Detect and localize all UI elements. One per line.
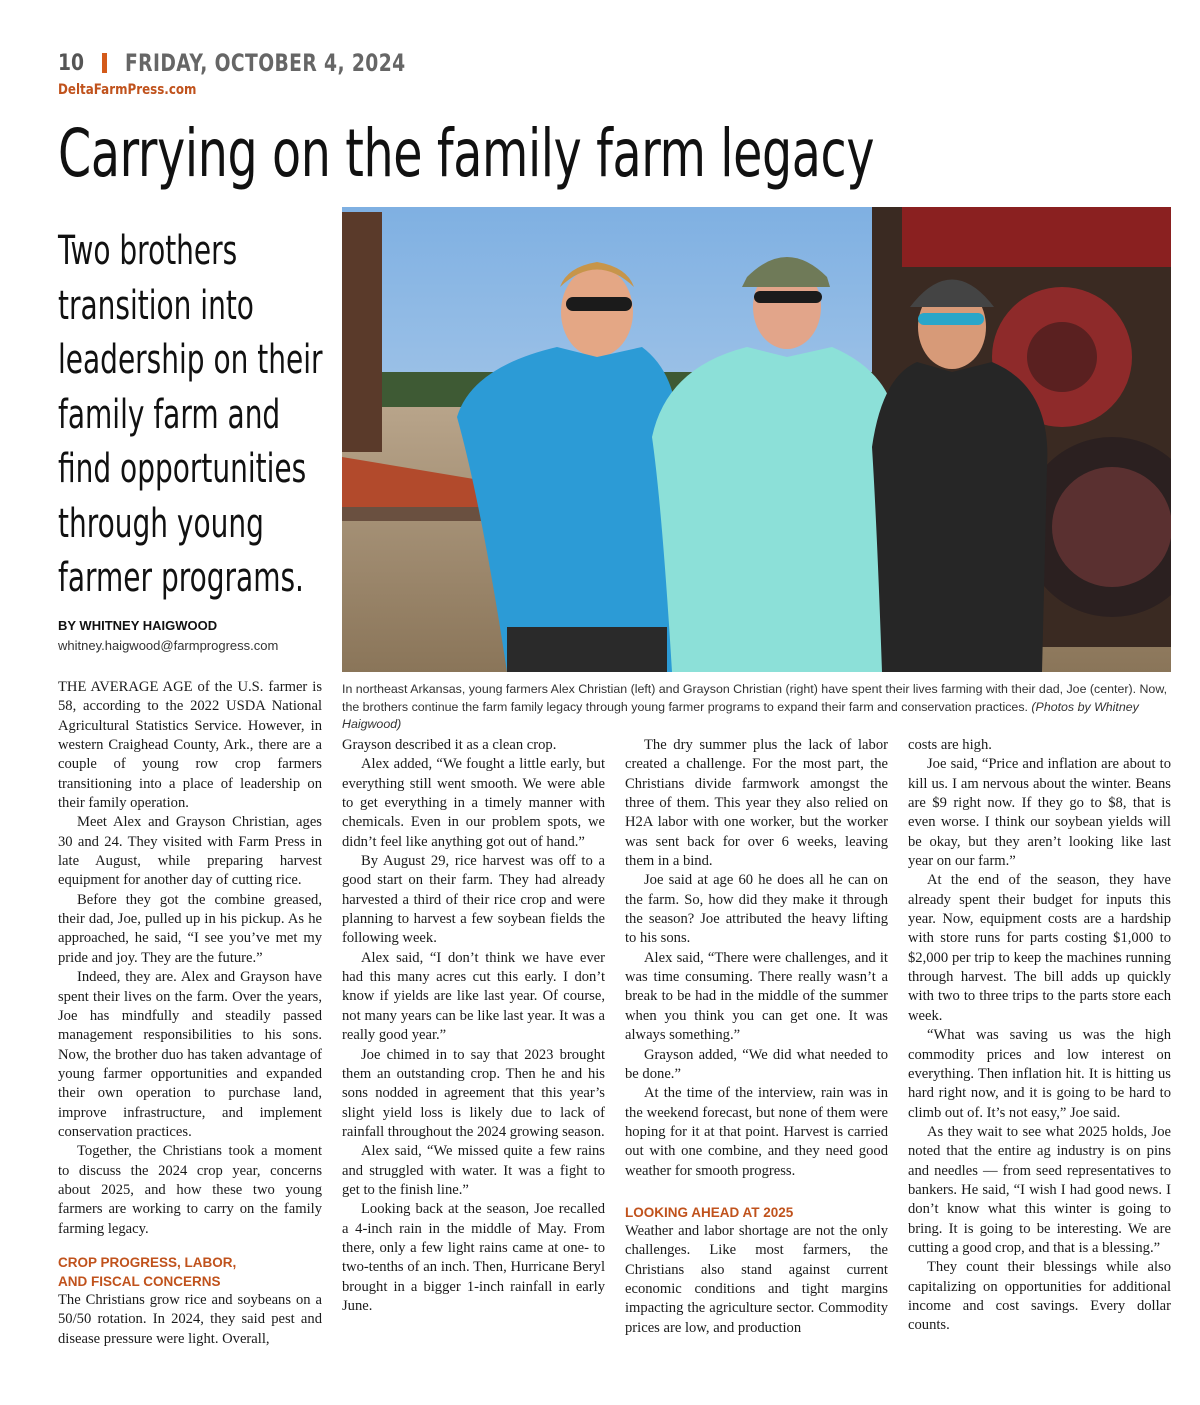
body-paragraph: Before they got the combine greased, their dad, Joe, pulled up in his pickup. As he approached, he said, “I see you’ve met my pride and joy. They are the future.” bbox=[58, 891, 322, 966]
subhead-line: AND FISCAL CONCERNS bbox=[58, 1273, 221, 1289]
article-photo bbox=[342, 207, 1171, 672]
article-column-2 bbox=[342, 736, 605, 1316]
body-paragraph: Joe said at age 60 he does all he can on the farm. So, how did they make it through the season? Joe attributed the heavy lifting to his sons. bbox=[625, 872, 888, 947]
body-paragraph: As they wait to see what 2025 holds, Joe noted that the entire ag industry is on pins and needles — from seed representatives to bankers. He said, “I wish I had good news. I don’t know what this winter is going to bring. It is going to be interesting. We are cutting a good crop, and that is a blessing.” bbox=[908, 1123, 1171, 1256]
body-paragraph: The dry summer plus the lack of labor created a challenge. For the most part, the Christians divide farmwork amongst the three of them. This year they also relied on H2A labor with one worker, but the worker was sent back for over 6 weeks, leaving them in a bind. bbox=[625, 737, 888, 870]
body-paragraph: “What was saving us was the high commodity prices and low interest on everything. Then inflation hit. It is hitting us hard right now, and it is going to be hard to climb out of. It’s not easy,” Joe said. bbox=[908, 1027, 1171, 1121]
article-column-3 bbox=[625, 736, 888, 1338]
article-headline: Carrying on the family farm legacy bbox=[58, 115, 875, 192]
page-number: 10 bbox=[58, 50, 85, 76]
body-paragraph: Looking back at the season, Joe recalled a 4-inch rain in the middle of May. From there, only a few light rains came at one- to two-tenths of an inch. Then, Hurricane Beryl brought in a bigger 1-inch rainfall in early June. bbox=[342, 1201, 605, 1314]
body-paragraph: Alex said, “I don’t think we have ever had this many acres cut this early. I don’t know if yields are like last year. Of course, not many years can be like last year. It was a really good year.” bbox=[342, 949, 605, 1044]
deck-line: Two brothers bbox=[58, 228, 238, 274]
body-paragraph: They count their blessings while also capitalizing on opportunities for additional income and cost savings. Every dollar counts. bbox=[908, 1259, 1171, 1334]
body-paragraph: Grayson described it as a clean crop. bbox=[342, 737, 557, 753]
article-column-4 bbox=[908, 736, 1171, 1336]
subhead bbox=[58, 1253, 322, 1291]
body-paragraph: The Christians grow rice and soybeans on a 50/50 rotation. In 2024, they said pest and disease pressure were light. Overall, bbox=[58, 1291, 322, 1347]
subhead: LOOKING AHEAD AT 2025 bbox=[625, 1204, 794, 1220]
photo-caption bbox=[342, 681, 1171, 734]
body-paragraph: Together, the Christians took a moment to discuss the 2024 crop year, concerns about 2025, and how these two young farmers are working to carry on the family farming legacy. bbox=[58, 1143, 322, 1237]
body-paragraph: Alex said, “There were challenges, and it was time consuming. There really wasn’t a break to be had in the middle of the summer when you think you can get one. It was always something.” bbox=[625, 949, 888, 1044]
article-column-1 bbox=[58, 678, 322, 1349]
body-paragraph: Alex added, “We fought a little early, but everything still went smooth. We were able to get everything in a timely manner with chemicals. Even in our problem spots, we didn’t feel like anything got out of hand.” bbox=[342, 756, 605, 850]
deck-line: transition into bbox=[58, 282, 254, 329]
body-paragraph: By August 29, rice harvest was off to a good start on their farm. They had already harvested a third of their rice crop and were planning to harvest a few soybean fields the following week. bbox=[342, 853, 605, 947]
deck-line: family farm and bbox=[58, 391, 281, 438]
article-deck bbox=[58, 224, 323, 606]
folio-divider bbox=[102, 53, 107, 73]
body-paragraph: Joe chimed in to say that 2023 brought them an outstanding crop. Then he and his sons nodded in agreement that this year’s slight yield loss is likely due to lack of rainfall throughout the 2024 growing season. bbox=[342, 1046, 605, 1140]
photo-credit: (Photos by Whitney Haigwood) bbox=[342, 699, 1139, 731]
author-email[interactable]: whitney.haigwood@farmprogress.com bbox=[58, 638, 279, 653]
caption-text: In northeast Arkansas, young farmers Alex Christian (left) and Grayson Christian (right) have spent their lives farming with their dad, Joe (center). Now, the brothers continue the farm family legacy through young farmer programs to expand their farm and conservation practices. bbox=[342, 682, 1168, 714]
body-paragraph: At the end of the season, they have already spent their budget for inputs this year. Now, equipment costs are a hardship with store runs for parts costing $1,000 to $2,000 per trip to keep the machines running through harvest. The bill adds up quickly with two to three trips to the parts store each week. bbox=[908, 872, 1171, 1024]
body-paragraph: Grayson added, “We did what needed to be done.” bbox=[625, 1046, 888, 1082]
body-paragraph: Alex said, “We missed quite a few rains and struggled with water. It was a fight to get to the finish line.” bbox=[342, 1143, 605, 1198]
body-paragraph: Joe said, “Price and inflation are about to kill us. I am nervous about the winter. Beans are $9 right now. If they go to $8, that is even worse. I think our soybean yields will be okay, but they aren’t looking like last year on our farm.” bbox=[908, 756, 1171, 870]
deck-line: find opportunities bbox=[58, 446, 307, 492]
page-folio bbox=[58, 48, 485, 78]
deck-line: through young bbox=[58, 500, 264, 547]
body-paragraph: Indeed, they are. Alex and Grayson have spent their lives on the farm. Over the years, Joe has mindfully and steadily passed management responsibilities to his sons. Now, the brother duo has taken advantage of young farmer opportunities and expanded their own operation to purchase land, improve infrastructure, and implement conservation practices. bbox=[58, 969, 322, 1140]
subhead-line: CROP PROGRESS, LABOR, bbox=[58, 1254, 237, 1270]
body-paragraph: costs are high. bbox=[908, 737, 992, 753]
body-paragraph: THE AVERAGE AGE of the U.S. farmer is 58, according to the 2022 USDA National Agricultural Statistics Service. However, in western Craighead County, Ark., there are a couple of young row crop farmers transitioning into a place of leadership on their family operation. bbox=[58, 679, 322, 812]
body-paragraph: Meet Alex and Grayson Christian, ages 30 and 24. They visited with Farm Press in late August, while preparing harvest equipment for another day of cutting rice. bbox=[58, 814, 322, 889]
body-paragraph: At the time of the interview, rain was in the weekend forecast, but none of them were hoping for it at that point. Harvest is carried out with one combine, and they need good weather for smooth progress. bbox=[625, 1085, 888, 1179]
deck-line: leadership on their bbox=[58, 337, 323, 383]
site-url[interactable]: DeltaFarmPress.com bbox=[58, 82, 197, 98]
body-paragraph: Weather and labor shortage are not the only challenges. Like most farmers, the Christians also stand against current economic conditions and tight margins impacting the agriculture sector. Commodity prices are low, and production bbox=[625, 1222, 888, 1336]
byline: BY WHITNEY HAIGWOOD bbox=[58, 618, 218, 633]
deck-line: farmer programs. bbox=[58, 555, 304, 601]
issue-date: FRIDAY, OCTOBER 4, 2024 bbox=[125, 49, 406, 77]
